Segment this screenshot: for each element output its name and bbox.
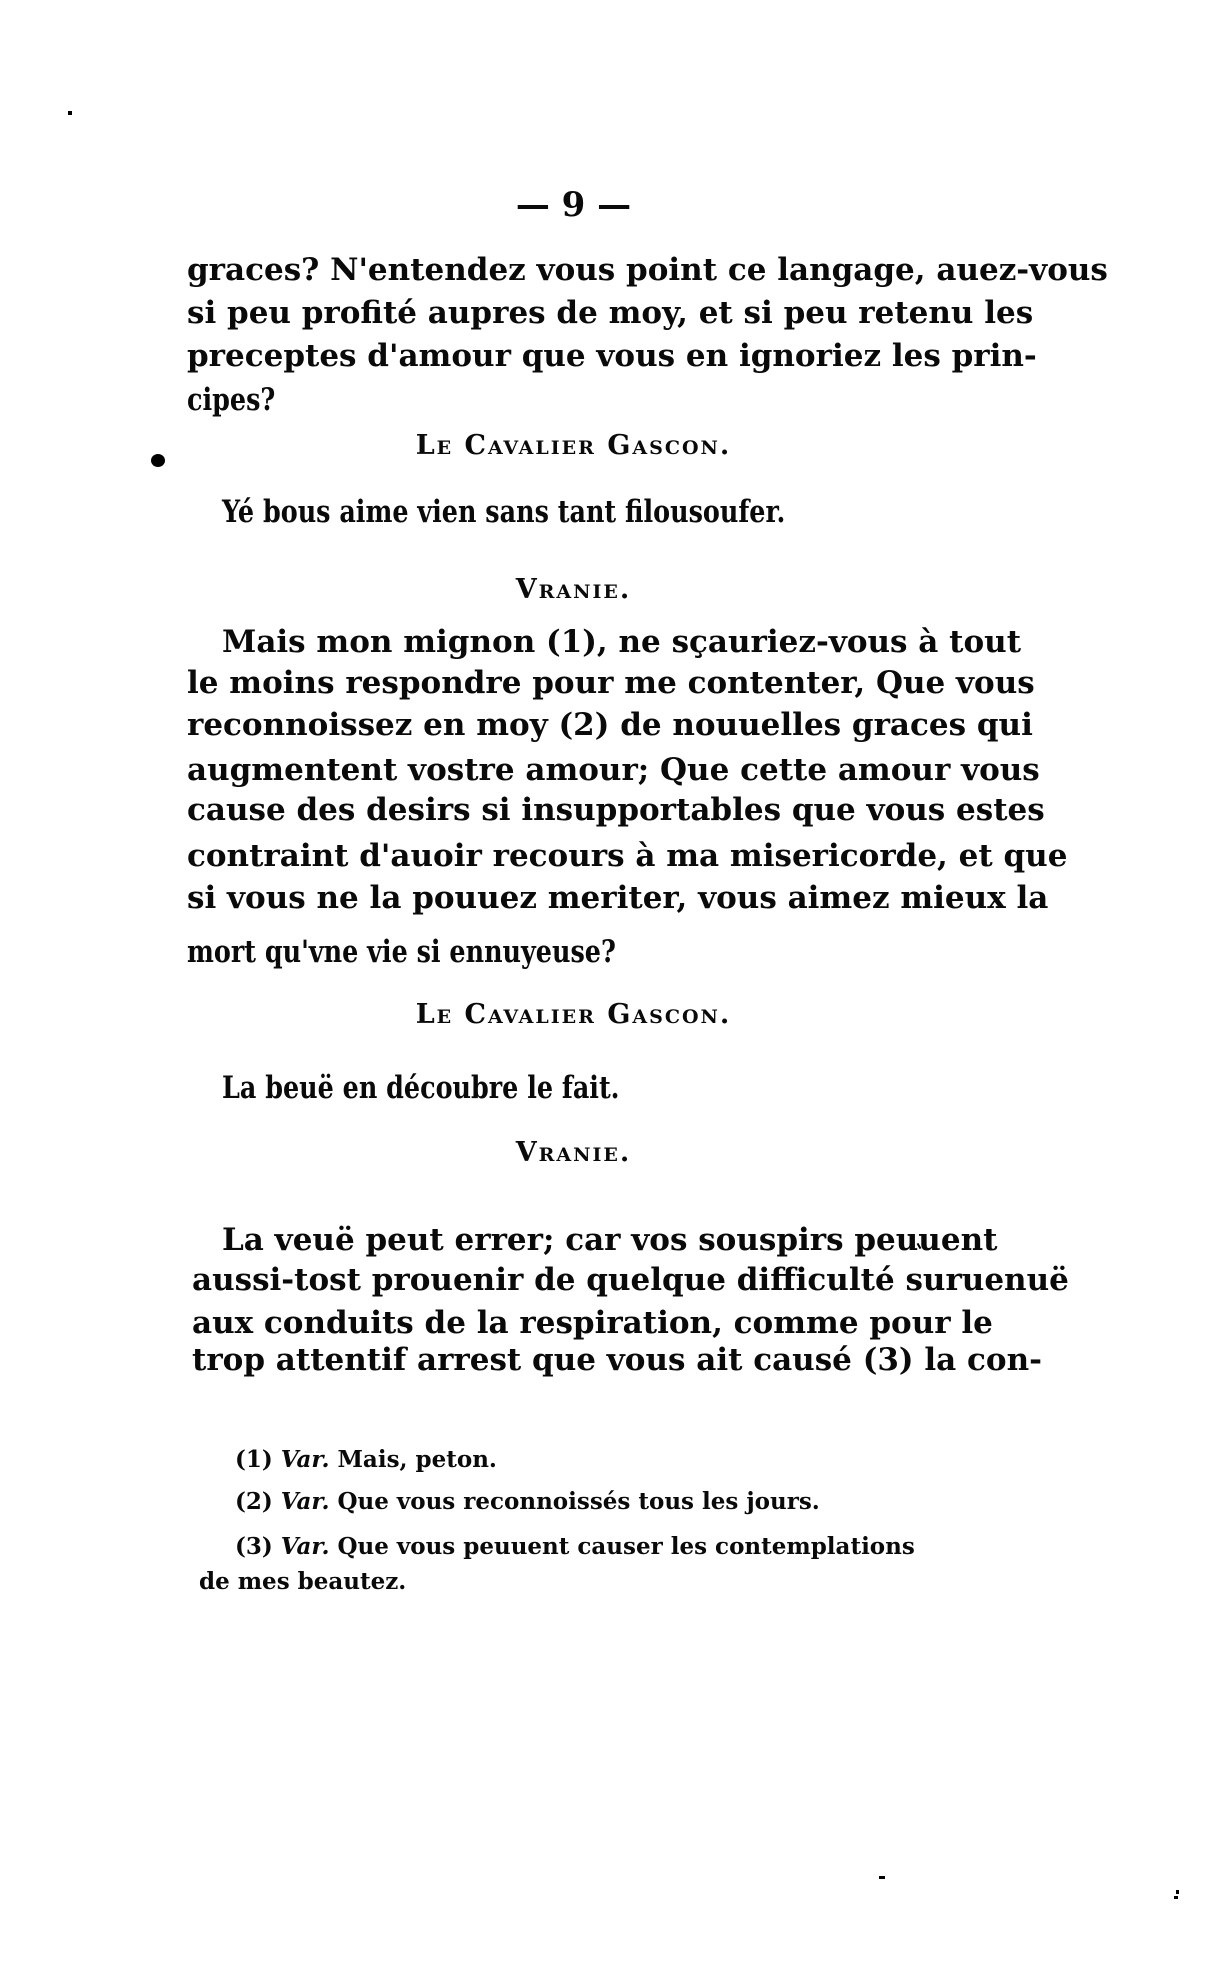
footnote xyxy=(235,1531,915,1563)
text-line: graces? N'entendez vous point ce langage, auez-vous xyxy=(187,252,1108,288)
speaker-heading: Le Cavalier Gascon. xyxy=(415,430,732,461)
footnote xyxy=(235,1486,820,1518)
text-line: La veuë peut errer; car vos souspirs peuuent xyxy=(222,1222,998,1258)
footnote-text: Mais, peton. xyxy=(337,1446,497,1473)
footnote-var-label: Var. xyxy=(280,1533,330,1560)
footnote-number: (3) xyxy=(235,1533,273,1560)
text-line: aussi-tost prouenir de quelque difficulté suruenuë xyxy=(192,1262,1069,1298)
text-line: si vous ne la pouuez meriter, vous aimez mieux la xyxy=(187,880,1049,916)
footnote-continuation: de mes beautez. xyxy=(199,1568,407,1595)
text-line: trop attentif arrest que vous ait causé (3) la con- xyxy=(192,1342,1043,1378)
text-line: cipes? xyxy=(187,382,276,418)
text-line: si peu profité aupres de moy, et si peu retenu les xyxy=(187,295,1034,331)
ink-speck xyxy=(1174,1896,1178,1899)
footnote xyxy=(235,1444,497,1476)
dialogue-line xyxy=(222,1068,707,1108)
speaker-heading: Vranie. xyxy=(515,1137,632,1168)
text-line: cause des desirs si insupportables que vous estes xyxy=(187,792,1045,828)
dialogue-line xyxy=(222,492,909,532)
ink-speck xyxy=(879,1876,885,1879)
speaker-heading: Le Cavalier Gascon. xyxy=(415,999,732,1030)
text-line: aux conduits de la respiration, comme pour le xyxy=(192,1305,993,1341)
footnote-var-label: Var. xyxy=(280,1446,330,1473)
text-line: mort qu'vne vie si ennuyeuse? xyxy=(187,934,616,970)
text-line: reconnoissez en moy (2) de nouuelles graces qui xyxy=(187,707,1033,743)
ink-speck xyxy=(1176,1890,1179,1894)
ink-speck xyxy=(68,111,72,115)
text-line: augmentent vostre amour; Que cette amour vous xyxy=(187,752,1040,788)
text-line: le moins respondre pour me contenter, Que vous xyxy=(187,665,1035,701)
footnote-text: Que vous peuuent causer les contemplations xyxy=(337,1533,915,1560)
footnote-number: (2) xyxy=(235,1488,273,1515)
text-line: contraint d'auoir recours à ma misericorde, et que xyxy=(187,838,1068,874)
text-line: Yé bous aime vien sans tant filousoufer. xyxy=(222,494,786,530)
text-line: Mais mon mignon (1), ne sçauriez-vous à tout xyxy=(222,624,1022,660)
footnote-text: Que vous reconnoissés tous les jours. xyxy=(337,1488,820,1515)
speaker-heading: Vranie. xyxy=(515,574,632,605)
footnote-number: (1) xyxy=(235,1446,273,1473)
text-line: preceptes d'amour que vous en ignoriez les prin- xyxy=(187,338,1037,374)
text-line: La beuë en découbre le fait. xyxy=(222,1070,620,1106)
ink-blot xyxy=(151,454,165,467)
footnote-var-label: Var. xyxy=(280,1488,330,1515)
page-number: — 9 — xyxy=(515,185,632,225)
